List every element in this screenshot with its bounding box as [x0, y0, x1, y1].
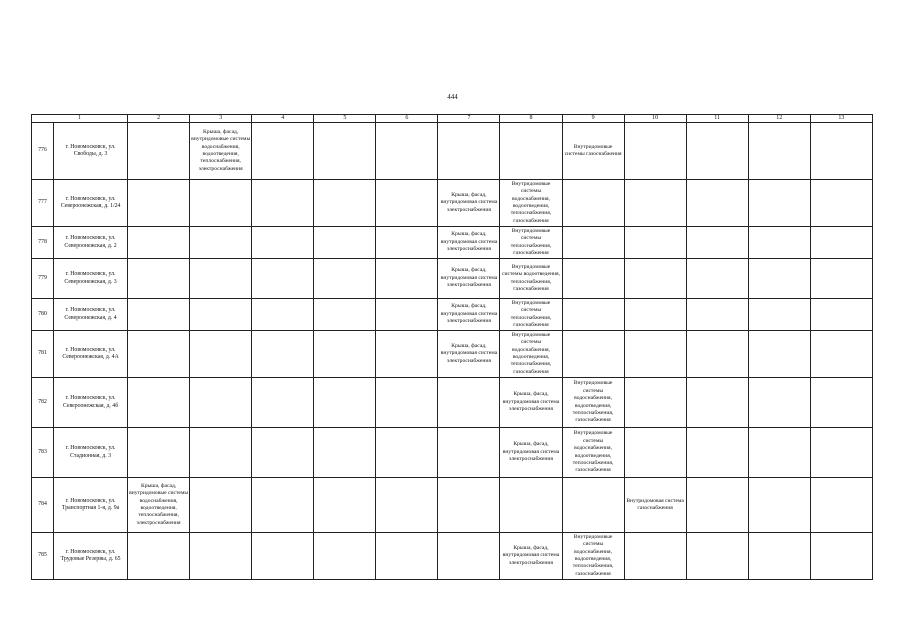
work-cell-col-2: [128, 227, 190, 259]
work-cell-col-6: [376, 428, 438, 478]
column-header: 1: [32, 115, 128, 123]
work-cell-col-5: [314, 378, 376, 428]
column-header: 12: [748, 115, 810, 123]
address-cell: г. Новомосковск, ул. Североонежская, д. 4: [54, 299, 128, 331]
work-cell-col-8: Крыша, фасад, внутридомовая система электроснабжения: [500, 533, 562, 580]
work-cell-col-3: [190, 378, 252, 428]
column-header: 13: [810, 115, 872, 123]
work-cell-col-6: [376, 533, 438, 580]
column-header: 10: [624, 115, 686, 123]
work-cell-col-7: Крыша, фасад, внутридомовая система электроснабжения: [438, 299, 500, 331]
work-cell-col-8: Внутридомовые системы водоотведения, теплоснабжения, газоснабжения: [500, 259, 562, 299]
work-cell-col-7: Крыша, фасад, внутридомовая система электроснабжения: [438, 180, 500, 227]
column-header: 11: [686, 115, 748, 123]
address-cell: г. Новомосковск, ул. Стадионная, д. 3: [54, 428, 128, 478]
table-row: [32, 227, 873, 259]
work-cell-col-10: [624, 299, 686, 331]
work-cell-col-5: [314, 428, 376, 478]
address-cell: г. Новомосковск, ул. Трудовые Резервы, д. 65: [54, 533, 128, 580]
work-cell-col-2: [128, 259, 190, 299]
work-cell-col-13: [810, 378, 872, 428]
row-number: 780: [32, 299, 54, 331]
work-cell-col-9: [562, 331, 624, 378]
work-cell-col-2: [128, 378, 190, 428]
work-cell-col-6: [376, 180, 438, 227]
work-cell-col-12: [748, 299, 810, 331]
work-cell-col-6: [376, 123, 438, 180]
work-cell-col-11: [686, 331, 748, 378]
work-cell-col-7: [438, 378, 500, 428]
address-cell: г. Новомосковск, ул. Североонежская, д. 3: [54, 259, 128, 299]
work-cell-col-2: [128, 180, 190, 227]
column-header: 8: [500, 115, 562, 123]
work-cell-col-8: Внутридомовые системы теплоснабжения, газоснабжения: [500, 299, 562, 331]
row-number: 783: [32, 428, 54, 478]
work-cell-col-6: [376, 299, 438, 331]
work-cell-col-13: [810, 180, 872, 227]
work-cell-col-9: Внутридомовые системы газоснабжения: [562, 123, 624, 180]
work-cell-col-11: [686, 123, 748, 180]
work-cell-col-9: Внутридомовые системы водоснабжения, водоотведения, теплоснабжения, газоснабжения: [562, 533, 624, 580]
work-cell-col-5: [314, 227, 376, 259]
work-cell-col-12: [748, 378, 810, 428]
address-cell: г. Новомосковск, ул. Свободы, д. 3: [54, 123, 128, 180]
table-row: [32, 259, 873, 299]
work-cell-col-7: [438, 533, 500, 580]
work-cell-col-8: [500, 123, 562, 180]
table-row: [32, 123, 873, 180]
work-cell-col-3: [190, 259, 252, 299]
work-cell-col-6: [376, 227, 438, 259]
work-cell-col-13: [810, 533, 872, 580]
row-number: 785: [32, 533, 54, 580]
work-cell-col-3: Крыша, фасад, внутридомовые системы водоснабжения, водоотведения, теплоснабжения, электроснабжения: [190, 123, 252, 180]
row-number: 776: [32, 123, 54, 180]
work-cell-col-13: [810, 227, 872, 259]
work-cell-col-4: [252, 478, 314, 533]
work-cell-col-7: [438, 478, 500, 533]
work-cell-col-4: [252, 378, 314, 428]
work-cell-col-5: [314, 180, 376, 227]
work-cell-col-5: [314, 533, 376, 580]
work-cell-col-9: Внутридомовые системы водоснабжения, водоотведения, теплоснабжения, газоснабжения: [562, 428, 624, 478]
work-cell-col-10: [624, 331, 686, 378]
work-cell-col-12: [748, 478, 810, 533]
row-number: 782: [32, 378, 54, 428]
table-row: [32, 331, 873, 378]
work-cell-col-6: [376, 478, 438, 533]
column-header: 3: [190, 115, 252, 123]
work-cell-col-5: [314, 259, 376, 299]
work-cell-col-3: [190, 331, 252, 378]
work-cell-col-11: [686, 299, 748, 331]
work-cell-col-11: [686, 227, 748, 259]
work-cell-col-6: [376, 331, 438, 378]
work-cell-col-5: [314, 478, 376, 533]
work-cell-col-10: Внутридомовая система газоснабжения: [624, 478, 686, 533]
work-cell-col-12: [748, 428, 810, 478]
work-cell-col-3: [190, 299, 252, 331]
work-cell-col-4: [252, 180, 314, 227]
work-cell-col-11: [686, 478, 748, 533]
column-number-row: [32, 115, 873, 123]
work-cell-col-12: [748, 533, 810, 580]
work-cell-col-2: [128, 428, 190, 478]
work-cell-col-13: [810, 299, 872, 331]
work-cell-col-2: [128, 533, 190, 580]
work-cell-col-7: Крыша, фасад, внутридомовая система электроснабжения: [438, 259, 500, 299]
work-cell-col-8: [500, 478, 562, 533]
work-cell-col-10: [624, 428, 686, 478]
address-cell: г. Новомосковск, ул. Североонежская, д. 4А: [54, 331, 128, 378]
work-cell-col-5: [314, 123, 376, 180]
repair-schedule-table: [31, 114, 873, 580]
work-cell-col-12: [748, 331, 810, 378]
work-cell-col-8: Внутридомовые системы теплоснабжения, газоснабжения: [500, 227, 562, 259]
work-cell-col-10: [624, 378, 686, 428]
work-cell-col-11: [686, 378, 748, 428]
address-cell: г. Новомосковск, ул. Североонежская, д. 1/24: [54, 180, 128, 227]
table-row: [32, 299, 873, 331]
row-number: 781: [32, 331, 54, 378]
work-cell-col-10: [624, 123, 686, 180]
work-cell-col-3: [190, 533, 252, 580]
work-cell-col-6: [376, 259, 438, 299]
work-cell-col-9: [562, 478, 624, 533]
work-cell-col-8: Внутридомовые системы водоснабжения, водоотведения, теплоснабжения, газоснабжения: [500, 180, 562, 227]
work-cell-col-2: [128, 123, 190, 180]
work-cell-col-11: [686, 180, 748, 227]
work-cell-col-2: [128, 299, 190, 331]
table-body: [32, 123, 873, 580]
table-row: [32, 180, 873, 227]
page-number: 444: [447, 93, 458, 101]
work-cell-col-10: [624, 180, 686, 227]
work-cell-col-13: [810, 331, 872, 378]
work-cell-col-10: [624, 259, 686, 299]
address-cell: г. Новомосковск, ул. Североонежская, д. 4б: [54, 378, 128, 428]
column-header: 6: [376, 115, 438, 123]
column-header: 7: [438, 115, 500, 123]
work-cell-col-13: [810, 478, 872, 533]
work-cell-col-3: [190, 478, 252, 533]
work-cell-col-2: Крыша, фасад, внутридомовые системы водоснабжения, водоотведения, теплоснабжения, электроснабжения: [128, 478, 190, 533]
work-cell-col-8: Внутридомовые системы водоснабжения, водоотведения, теплоснабжения, газоснабжения: [500, 331, 562, 378]
row-number: 778: [32, 227, 54, 259]
address-cell: г. Новомосковск, ул. Североонежская, д. 2: [54, 227, 128, 259]
work-cell-col-9: Внутридомовые системы водоснабжения, водоотведения, теплоснабжения, газоснабжения: [562, 378, 624, 428]
work-cell-col-10: [624, 227, 686, 259]
work-cell-col-7: Крыша, фасад, внутридомовая система электроснабжения: [438, 227, 500, 259]
row-number: 784: [32, 478, 54, 533]
work-cell-col-11: [686, 533, 748, 580]
work-cell-col-12: [748, 180, 810, 227]
work-cell-col-4: [252, 227, 314, 259]
work-cell-col-9: [562, 180, 624, 227]
work-cell-col-11: [686, 259, 748, 299]
work-cell-col-8: Крыша, фасад, внутридомовая система электроснабжения: [500, 378, 562, 428]
work-cell-col-2: [128, 331, 190, 378]
column-header: 5: [314, 115, 376, 123]
table-row: [32, 428, 873, 478]
work-cell-col-3: [190, 227, 252, 259]
table-row: [32, 533, 873, 580]
address-cell: г. Новомосковск, ул. Транспортная 1-я, д. 9а: [54, 478, 128, 533]
row-number: 779: [32, 259, 54, 299]
work-cell-col-9: [562, 299, 624, 331]
table-row: [32, 478, 873, 533]
work-cell-col-13: [810, 123, 872, 180]
work-cell-col-4: [252, 533, 314, 580]
work-cell-col-11: [686, 428, 748, 478]
work-cell-col-13: [810, 259, 872, 299]
work-cell-col-3: [190, 428, 252, 478]
work-cell-col-7: [438, 123, 500, 180]
work-cell-col-12: [748, 259, 810, 299]
work-cell-col-7: Крыша, фасад, внутридомовая система электроснабжения: [438, 331, 500, 378]
work-cell-col-4: [252, 299, 314, 331]
work-cell-col-10: [624, 533, 686, 580]
work-cell-col-8: Крыша, фасад, внутридомовая система электроснабжения: [500, 428, 562, 478]
table-row: [32, 378, 873, 428]
column-header: 9: [562, 115, 624, 123]
work-cell-col-5: [314, 299, 376, 331]
work-cell-col-4: [252, 259, 314, 299]
work-cell-col-13: [810, 428, 872, 478]
work-cell-col-7: [438, 428, 500, 478]
work-cell-col-9: [562, 259, 624, 299]
work-cell-col-6: [376, 378, 438, 428]
work-cell-col-5: [314, 331, 376, 378]
work-cell-col-4: [252, 331, 314, 378]
work-cell-col-4: [252, 428, 314, 478]
row-number: 777: [32, 180, 54, 227]
column-header: 4: [252, 115, 314, 123]
work-cell-col-3: [190, 180, 252, 227]
work-cell-col-9: [562, 227, 624, 259]
work-cell-col-12: [748, 123, 810, 180]
column-header: 2: [128, 115, 190, 123]
work-cell-col-12: [748, 227, 810, 259]
work-cell-col-4: [252, 123, 314, 180]
